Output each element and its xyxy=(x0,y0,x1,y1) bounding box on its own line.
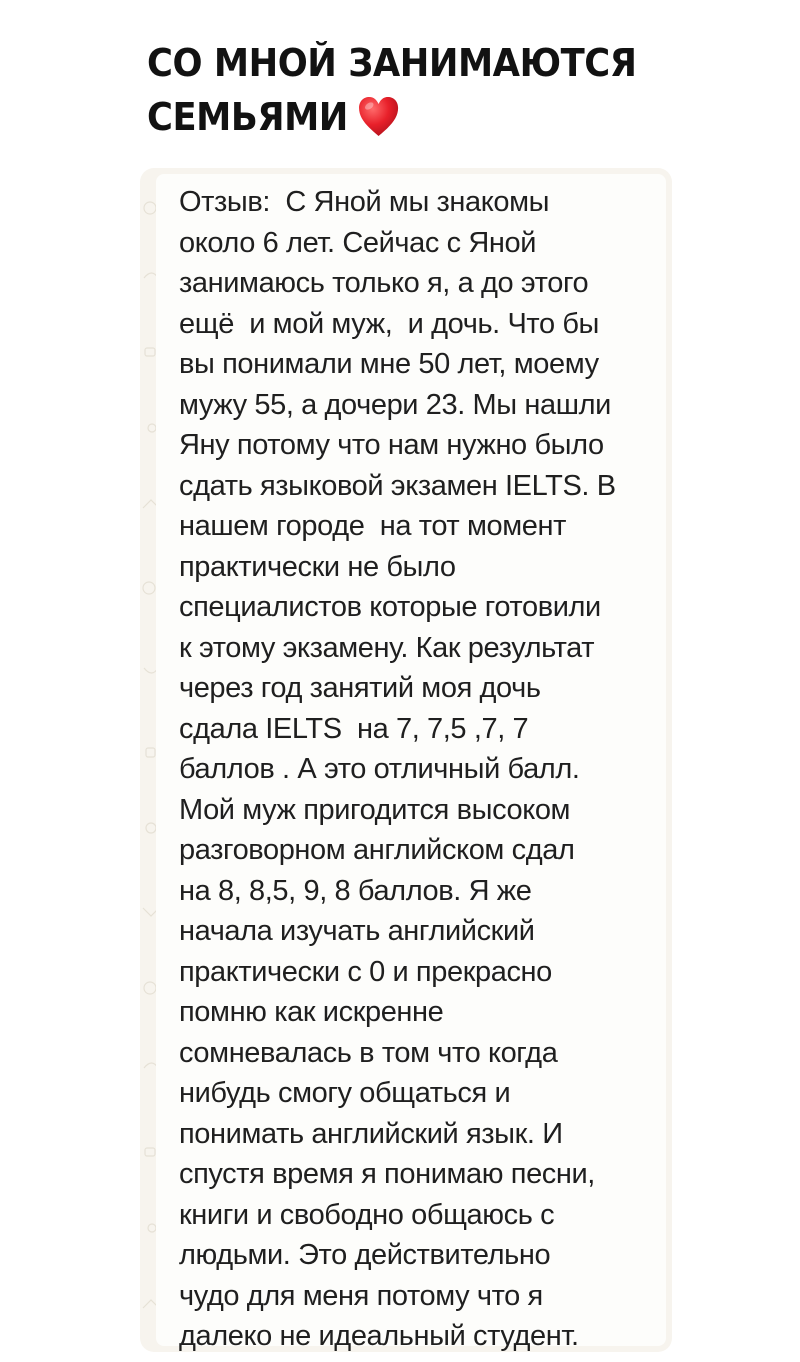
story-title xyxy=(147,36,668,144)
title-line-2 xyxy=(147,90,668,144)
heart-icon xyxy=(357,96,400,138)
message-body xyxy=(156,174,666,1352)
title-line-2-text: СЕМЬЯМИ xyxy=(147,95,348,139)
title-line-1: СО МНОЙ ЗАНИМАЮТСЯ xyxy=(147,41,637,85)
message-bubble xyxy=(140,168,672,1352)
review-text: Отзыв: С Яной мы знакомы около 6 лет. Сейчас с Яной занимаюсь только я, а до этого ещё и мой муж, и дочь. Что бы вы понимали мне 50 лет, моему мужу 55, а дочери 23. Мы нашли Яну потому что нам нужно было сдать языковой экзамен IELTS. В нашем городе на тот момент практически не было специалистов которые готовили к этому экзамену. Как результат через год занятий моя дочь сдала IELTS на 7, 7,5 ,7, 7 баллов . А это отличный балл. Мой муж пригодится высоком разговорном английском сдал на 8, 8,5, 9, 8 баллов. Я же начала изучать английский практически с 0 и прекрасно помню как искренне сомневалась в том что когда нибудь смогу общаться и понимать английский язык. И спустя время я понимаю песни, книги и свободно общаюсь с людьми. Это действительно чудо для меня потому что я далеко не идеальный студент. xyxy=(179,186,616,1352)
